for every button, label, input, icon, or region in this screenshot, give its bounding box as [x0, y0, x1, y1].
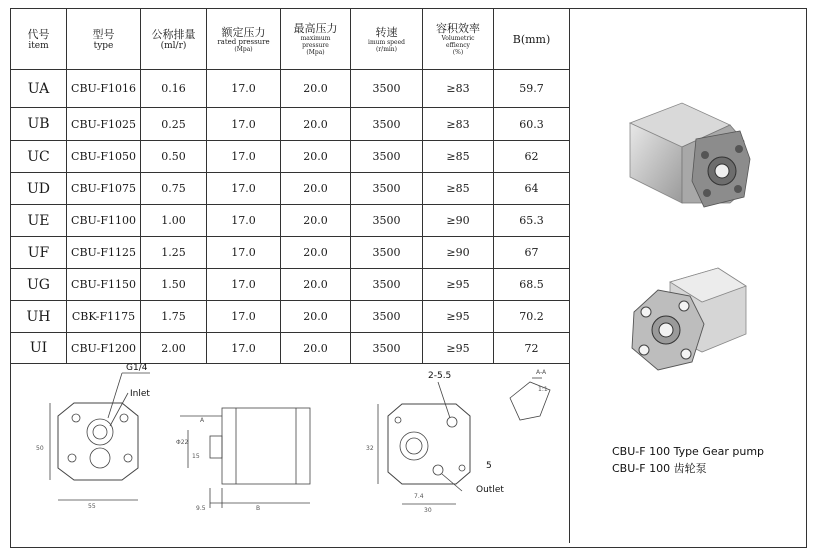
cell-type: CBK-F1175 — [67, 301, 141, 333]
cell-rated-pressure: 17.0 — [207, 108, 281, 141]
cell-max-pressure: 20.0 — [281, 205, 351, 237]
cell-displacement: 1.00 — [141, 205, 207, 237]
table-row — [11, 173, 570, 205]
header-speed: 转速 imum speed (r/min) — [351, 9, 423, 70]
cell-type: CBU-F1100 — [67, 205, 141, 237]
inlet-label: Inlet — [130, 389, 150, 399]
cell-rated-pressure: 17.0 — [207, 237, 281, 269]
cell-rated-pressure: 17.0 — [207, 70, 281, 108]
dim-b: B — [256, 505, 261, 512]
cell-speed: 3500 — [351, 333, 423, 364]
cell-rated-pressure: 17.0 — [207, 173, 281, 205]
table-row — [11, 70, 570, 108]
gear-pump-render-front — [618, 262, 758, 382]
cell-displacement: 0.16 — [141, 70, 207, 108]
cell-type: CBU-F1016 — [67, 70, 141, 108]
cell-displacement: 1.25 — [141, 237, 207, 269]
cell-max-pressure: 20.0 — [281, 173, 351, 205]
table-row — [11, 108, 570, 141]
header-rated-pressure: 额定压力 rated pressure (Mpa) — [207, 9, 281, 70]
header-item: 代号 item — [11, 9, 67, 70]
cell-b: 68.5 — [494, 269, 570, 301]
cell-item: UI — [11, 333, 67, 364]
section-view-drawing — [510, 378, 550, 420]
cell-max-pressure: 20.0 — [281, 108, 351, 141]
cell-max-pressure: 20.0 — [281, 301, 351, 333]
cell-max-pressure: 20.0 — [281, 237, 351, 269]
rear-view-drawing — [378, 382, 470, 504]
cell-item: UF — [11, 237, 67, 269]
cell-b: 60.3 — [494, 108, 570, 141]
cell-rated-pressure: 17.0 — [207, 333, 281, 364]
holes-label: 2-5.5 — [428, 371, 452, 381]
cell-type: CBU-F1125 — [67, 237, 141, 269]
dim-7-4: 7.4 — [414, 493, 424, 500]
cell-max-pressure: 20.0 — [281, 333, 351, 364]
cell-efficiency: ≥95 — [423, 269, 494, 301]
cell-item: UE — [11, 205, 67, 237]
cell-efficiency: ≥95 — [423, 301, 494, 333]
cell-displacement: 0.25 — [141, 108, 207, 141]
outlet-label: Outlet — [476, 485, 504, 495]
cell-rated-pressure: 17.0 — [207, 205, 281, 237]
cell-type: CBU-F1150 — [67, 269, 141, 301]
cell-item: UH — [11, 301, 67, 333]
dim-55: 55 — [88, 503, 96, 510]
cell-item: UC — [11, 141, 67, 173]
dim-9-5: 9.5 — [196, 505, 206, 512]
dim-30: 30 — [424, 507, 432, 514]
cell-b: 59.7 — [494, 70, 570, 108]
dim-a: A — [200, 417, 205, 424]
cell-efficiency: ≥83 — [423, 70, 494, 108]
dim-32: 32 — [366, 445, 374, 452]
dim-22: Φ22 — [176, 439, 189, 446]
cell-efficiency: ≥90 — [423, 237, 494, 269]
cell-type: CBU-F1025 — [67, 108, 141, 141]
cell-b: 64 — [494, 173, 570, 205]
spec-table — [10, 8, 570, 364]
cell-efficiency: ≥90 — [423, 205, 494, 237]
header-displacement: 公称排量 (ml/r) — [141, 9, 207, 70]
cell-speed: 3500 — [351, 205, 423, 237]
dim-50: 50 — [36, 445, 44, 452]
table-row — [11, 205, 570, 237]
cell-rated-pressure: 17.0 — [207, 141, 281, 173]
cell-b: 67 — [494, 237, 570, 269]
cell-displacement: 1.50 — [141, 269, 207, 301]
cell-speed: 3500 — [351, 301, 423, 333]
panel-divider — [569, 8, 570, 543]
cell-b: 70.2 — [494, 301, 570, 333]
cell-item: UG — [11, 269, 67, 301]
header-type: 型号 type — [67, 9, 141, 70]
header-max-pressure: 最高压力 maximum pressure (Mpa) — [281, 9, 351, 70]
cell-speed: 3500 — [351, 70, 423, 108]
cell-b: 62 — [494, 141, 570, 173]
cell-displacement: 0.75 — [141, 173, 207, 205]
table-row — [11, 141, 570, 173]
cell-efficiency: ≥95 — [423, 333, 494, 364]
cell-type: CBU-F1075 — [67, 173, 141, 205]
cell-speed: 3500 — [351, 141, 423, 173]
cell-efficiency: ≥83 — [423, 108, 494, 141]
cell-max-pressure: 20.0 — [281, 70, 351, 108]
cell-displacement: 0.50 — [141, 141, 207, 173]
cell-rated-pressure: 17.0 — [207, 269, 281, 301]
dim-15: 15 — [192, 453, 200, 460]
cell-b: 65.3 — [494, 205, 570, 237]
cell-item: UA — [11, 70, 67, 108]
table-header-row — [11, 9, 570, 70]
section-ratio: 1:1 — [538, 386, 548, 393]
gear-pump-render-side — [612, 85, 762, 225]
cell-speed: 3500 — [351, 237, 423, 269]
cell-displacement: 1.75 — [141, 301, 207, 333]
cell-efficiency: ≥85 — [423, 141, 494, 173]
table-row — [11, 237, 570, 269]
cell-item: UB — [11, 108, 67, 141]
cell-displacement: 2.00 — [141, 333, 207, 364]
cell-b: 72 — [494, 333, 570, 364]
port-label: G1/4 — [126, 363, 148, 373]
cell-speed: 3500 — [351, 173, 423, 205]
cell-rated-pressure: 17.0 — [207, 301, 281, 333]
cell-max-pressure: 20.0 — [281, 141, 351, 173]
cell-speed: 3500 — [351, 269, 423, 301]
cell-type: CBU-F1200 — [67, 333, 141, 364]
cell-efficiency: ≥85 — [423, 173, 494, 205]
technical-drawing — [10, 358, 569, 543]
cell-speed: 3500 — [351, 108, 423, 141]
table-row — [11, 269, 570, 301]
caption-line-1: CBU-F 100 Type Gear pump — [612, 445, 765, 458]
header-volumetric-efficiency: 容积效率 Volumetric effiency (%) — [423, 9, 494, 70]
dim-5: 5 — [486, 461, 492, 471]
table-row — [11, 301, 570, 333]
caption-line-2: CBU-F 100 齿轮泵 — [612, 462, 707, 475]
cell-item: UD — [11, 173, 67, 205]
cell-type: CBU-F1050 — [67, 141, 141, 173]
header-b-mm: B(mm) — [494, 9, 570, 70]
section-label: A-A — [536, 369, 547, 376]
cell-max-pressure: 20.0 — [281, 269, 351, 301]
